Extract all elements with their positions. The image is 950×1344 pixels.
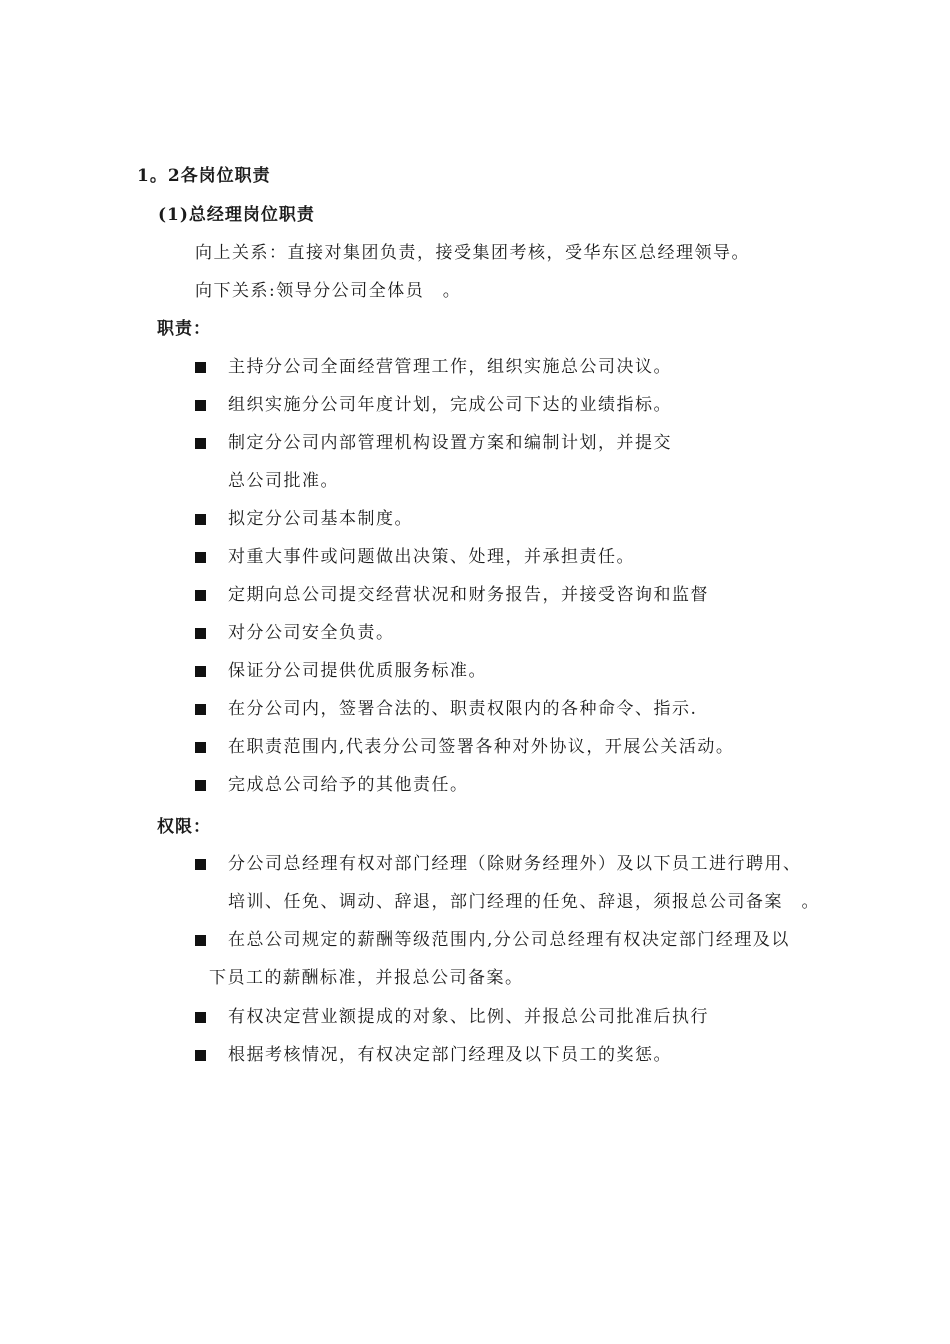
duty-item: 制定分公司内部管理机构设置方案和编制计划，并提交 — [228, 433, 672, 453]
duty-item: 定期向总公司提交经营状况和财务报告，并接受咨询和监督 — [228, 585, 709, 605]
bullet-icon — [195, 859, 206, 870]
bullet-icon — [195, 514, 206, 525]
powers-heading: 权限： — [157, 817, 211, 837]
bullet-icon — [195, 1012, 206, 1023]
bullet-icon — [195, 742, 206, 753]
bullet-icon — [195, 552, 206, 563]
bullet-icon — [195, 666, 206, 677]
power-item: 分公司总经理有权对部门经理（除财务经理外）及以下员工进行聘用、 — [228, 854, 802, 874]
bullet-icon — [195, 935, 206, 946]
power-item-continuation: 下员工的薪酬标准，并报总公司备案。 — [209, 968, 524, 988]
duties-heading: 职责： — [157, 319, 211, 339]
duty-item: 在分公司内，签署合法的、职责权限内的各种命令、指示. — [228, 699, 698, 719]
power-item: 根据考核情况，有权决定部门经理及以下员工的奖惩。 — [228, 1045, 672, 1065]
bullet-icon — [195, 704, 206, 715]
section-title: 1。2各岗位职责 — [137, 166, 271, 186]
bullet-icon — [195, 628, 206, 639]
power-item: 在总公司规定的薪酬等级范围内,分公司总经理有权决定部门经理及以 — [228, 930, 790, 950]
bullet-icon — [195, 780, 206, 791]
duty-item: 组织实施分公司年度计划，完成公司下达的业绩指标。 — [228, 395, 672, 415]
sub-title: (1)总经理岗位职责 — [158, 205, 315, 225]
bullet-icon — [195, 590, 206, 601]
duty-item-continuation: 总公司批准。 — [228, 471, 339, 491]
up-relation: 向上关系：直接对集团负责，接受集团考核，受华东区总经理领导。 — [195, 243, 750, 263]
power-item-continuation: 培训、任免、调动、辞退，部门经理的任免、辞退，须报总公司备案 。 — [228, 892, 820, 912]
duty-item: 保证分公司提供优质服务标准。 — [228, 661, 487, 681]
bullet-icon — [195, 362, 206, 373]
duty-item: 主持分公司全面经营管理工作，组织实施总公司决议。 — [228, 357, 672, 377]
bullet-icon — [195, 438, 206, 449]
bullet-icon — [195, 400, 206, 411]
duty-item: 在职责范围内,代表分公司签署各种对外协议，开展公关活动。 — [228, 737, 735, 757]
duty-item: 完成总公司给予的其他责任。 — [228, 775, 469, 795]
duty-item: 拟定分公司基本制度。 — [228, 509, 413, 529]
duty-item: 对分公司安全负责。 — [228, 623, 395, 643]
duty-item: 对重大事件或问题做出决策、处理，并承担责任。 — [228, 547, 635, 567]
power-item: 有权决定营业额提成的对象、比例、并报总公司批准后执行 — [228, 1007, 709, 1027]
down-relation: 向下关系:领导分公司全体员 。 — [195, 281, 462, 301]
bullet-icon — [195, 1050, 206, 1061]
